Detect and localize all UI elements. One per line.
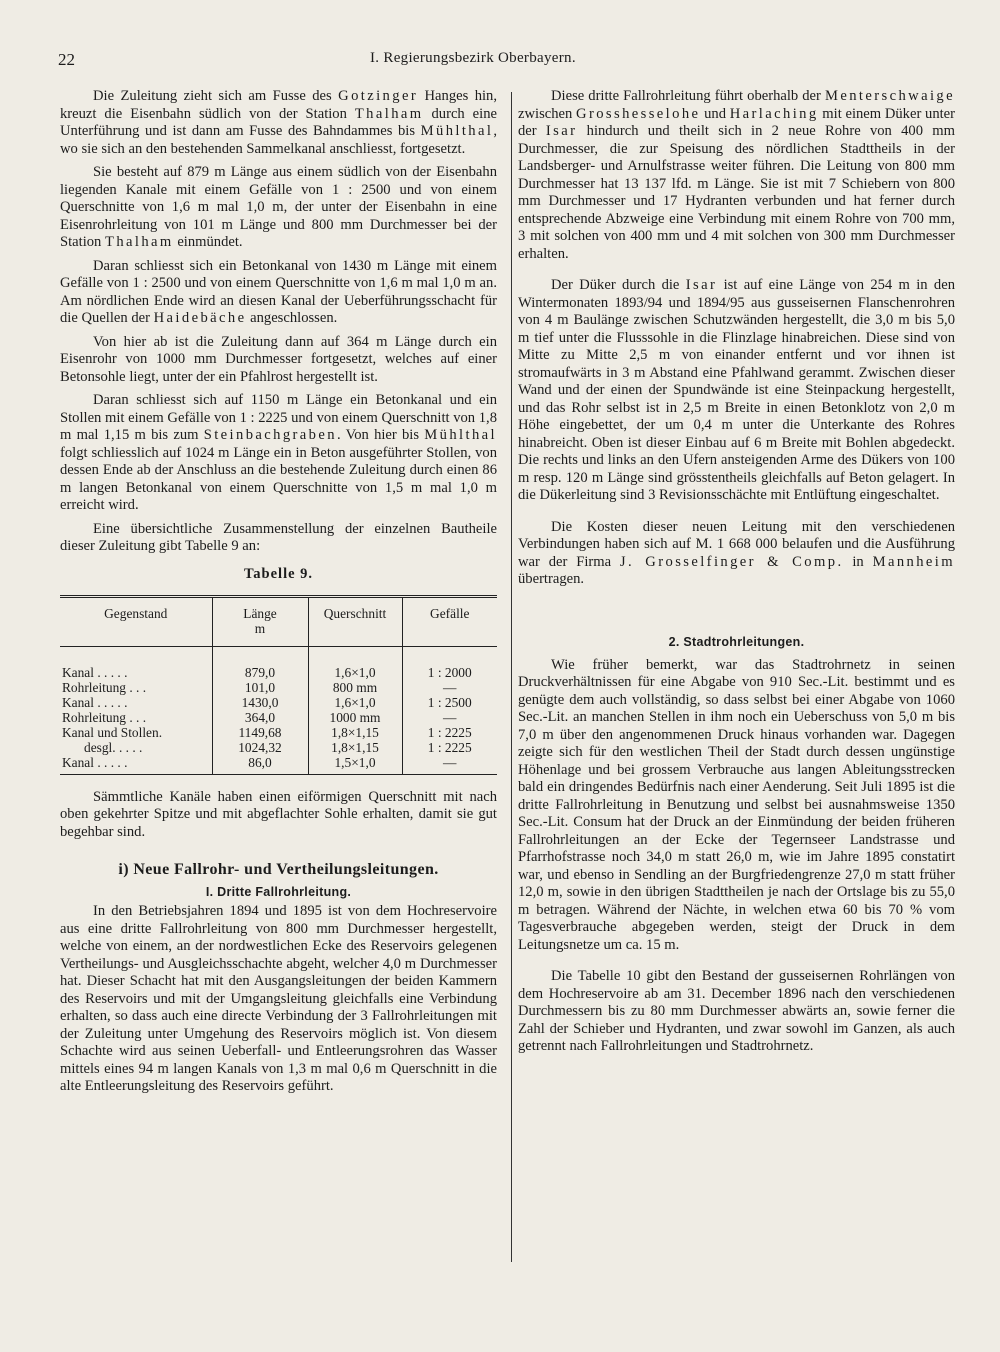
subsection-heading: I. Dritte Fallrohrleitung. <box>205 885 352 899</box>
section-heading: i) Neue Fallrohr- und Vertheilungsleitungen. <box>118 861 439 878</box>
paragraph: Sie besteht auf 879 m Länge aus einem südlich von der Eisenbahn liegenden Kanale mit einem Gefälle von 1 : 2500 und von einem Querschnitte von 1,6 m mal 1,0 m, der unter der Eisenbahn in eine Eisenrohrleitung von 101 m Länge und 800 mm Durchmesser bei der Station Thalham einmündet. <box>60 164 497 250</box>
table-title: Tabelle 9. <box>243 565 314 582</box>
data-table <box>60 595 497 775</box>
table-row: Kanal . . . . . 86,0 1,5×1,0 — <box>60 755 497 775</box>
paragraph: Daran schliesst sich ein Betonkanal von 1430 m Länge mit einem Gefälle von 1 : 2500 und von einem Querschnitte von 1,6 m mal 1,0 m an. Am nördlichen Ende wird an diesen Kanal der Ueberführungsschacht für die Quellen der Haidebäche angeschlossen. <box>60 257 497 326</box>
subsection-heading: 2. Stadtrohrleitungen. <box>668 634 805 649</box>
table-header: Länge m <box>212 596 308 646</box>
table-header: Querschnitt <box>308 596 402 646</box>
paragraph: Die Kosten dieser neuen Leitung mit den verschiedenen Verbindungen haben sich auf M. 1 668 000 belaufen und die Ausführung war der Firma J. Grosselfinger & Comp. in Mannheim übertragen. <box>518 518 955 587</box>
right-column <box>518 88 955 1062</box>
table-row: desgl. . . . . 1024,32 1,8×1,15 1 : 2225 <box>60 740 497 755</box>
left-column <box>60 88 497 1102</box>
table-row: Rohrleitung . . . 364,0 1000 mm — <box>60 710 497 725</box>
table-row: Kanal . . . . . 1430,0 1,6×1,0 1 : 2500 <box>60 695 497 710</box>
paragraph: Der Düker durch die Isar ist auf eine Länge von 254 m in den Wintermonaten 1893/94 und 1894/95 aus gusseisernen Flanschenrohren von 4 m Baulänge zwischen Schutzwänden hergestellt, die 3,0 m bis 5,0 m tief unter die Flusssohle in die Flinzlage hinabreichen. Diese sind von Mitte zu Mitte 2,5 m von einander entfernt und vor ihnen ist stromaufwärts in 3 m Abstand eine Pfahlwand gerammt. Zwischen dieser Wand und der einen der Spundwände ist eine Steinpackung hergestellt, und das Rohr selbst ist in 2,5 m Breite in einen Betonklotz von 2,0 m Höhe eingebettet, der um 0,4 m unter die Unterkante des Rohres hinabreicht. Oben ist dieser Einbau auf 6 m Breite mit Bohlen abgedeckt. Die rechts und links an den Ufern ansteigenden Arme des Dükers von 100 m resp. 120 m Länge sind grösstentheils gleichfalls auf Beton gelagert. In die Dükerleitung sind 3 Revisionsschächte mit Entlüftung eingeschaltet. <box>518 277 955 503</box>
paragraph: Sämmtliche Kanäle haben einen eiförmigen Querschnitt mit nach oben gekehrter Spitze und mit abgeflachter Sohle erhalten, damit sie gut begehbar sind. <box>60 788 497 840</box>
paragraph: Die Zuleitung zieht sich am Fusse des Gotzinger Hanges hin, kreuzt die Eisenbahn südlich von der Station Thalham durch eine Unterführung und ist dann am Fusse des Bahndammes bis Mühlthal, wo sie sich an den bestehenden Sammelkanal anschliesst, fortgesetzt. <box>60 88 497 157</box>
table-row: Kanal und Stollen. 1149,68 1,8×1,15 1 : 2225 <box>60 725 497 740</box>
table-row: Kanal . . . . . 879,0 1,6×1,0 1 : 2000 <box>60 646 497 680</box>
table-header: Gegenstand <box>60 596 212 646</box>
paragraph: Daran schliesst sich auf 1150 m Länge ein Betonkanal und ein Stollen mit einem Gefälle von 1 : 2225 und von einem Querschnitt von 1,8 m mal 1,15 m bis zum Steinbachgraben. Von hier bis Mühlthal folgt schliesslich auf 1024 m Länge ein in Beton ausgeführter Stollen, von dessen Ende ab der Anschluss an die bestehende Zuleitung durch einen 86 m langen Betonkanal von einem Querschnitte von 1,5 m mal 1,0 m erreicht wird. <box>60 392 497 513</box>
paragraph: Diese dritte Fallrohrleitung führt oberhalb der Menterschwaige zwischen Grosshesselohe und Harlaching mit einem Düker unter der Isar hindurch und theilt sich in 2 neue Rohre von 400 mm Durchmesser, die zur Speisung des nördlichen Stadttheils in der Landsberger- und Arnulfstrasse weiter führen. Die Leitung von 800 mm Durchmesser hat 13 137 lfd. m Länge. Sie ist mit 7 Schiebern von 800 mm Durchmesser und 17 Hydranten verbunden und hat ferner durch entsprechende Abzweige eine Verbindung mit einem Rohre von 700 mm, 3 mit solchen von 400 mm und 4 mit solchen von 300 mm Durchmesser erhalten. <box>518 88 956 262</box>
paragraph: Eine übersichtliche Zusammenstellung der einzelnen Bautheile dieser Zuleitung gibt Tabelle 9 an: <box>60 520 497 554</box>
table-row: Rohrleitung . . . 101,0 800 mm — <box>60 680 497 695</box>
paragraph: Die Tabelle 10 gibt den Bestand der gusseisernen Rohrlängen von dem Hochreservoire ab am 31. December 1896 nach den verschiedenen Durchmessern bis zu 80 mm Durchmesser abwärts an, sowie ferner die Zahl der Schieber und Hydranten, und zwar sowohl im Ganzen, als auch getrennt nach Fallrohrleitungen und Stadtrohrnetz. <box>518 968 955 1054</box>
running-head: I. Regierungsbezirk Oberbayern. <box>370 50 576 66</box>
page-number: 22 <box>58 50 75 69</box>
table-header: Gefälle <box>402 596 497 646</box>
paragraph: In den Betriebsjahren 1894 und 1895 ist von dem Hochreservoire aus eine dritte Fallrohrleitung von 800 mm Durchmesser hergestellt, welche von einem, an der nordwestlichen Ecke des Reservoirs gelegenen Vertheilungs- und Ausgleichsschachte abgeht, welcher 4,0 m Durchmesser hat. Dieser Schacht hat mit den Ausgangsleitungen der beiden Kammern des Reservoirs und mit der Umgangsleitung gleichfalls eine Verbindung erhalten, so dass auch eine directe Verbindung der 3 Fallrohrleitungen mit der Zuleitung unter Umgehung des Reservoirs möglich ist. Von diesem Schachte wird aus seinen Ueberfall- und Entleerungsrohren das Wasser mittels eines 94 m langen Kanals von 1,3 m mal 0,6 m Querschnitt in die alte Entleerungsleitung des Reservoirs geführt. <box>60 903 497 1094</box>
paragraph: Von hier ab ist die Zuleitung dann auf 364 m Länge durch ein Eisenrohr von 1000 mm Durchmesser fortgesetzt, welches auf einer Betonsohle liegt, unter der ein Pfahlrost hergestellt ist. <box>60 333 497 385</box>
column-rule <box>511 92 512 1262</box>
paragraph: Wie früher bemerkt, war das Stadtrohrnetz in seinen Druckverhältnissen für eine Abgabe von 910 Sec.-Lit. bestimmt und es genügte dem auch vollständig, so dass selbst bei einer Abgabe von 1060 Sec.-Lit. an manchen Stellen in ihm noch ein Ueberschuss von 5,0 m bis 7,0 m über den angenommenen Druck hinaus vorhanden war. Dagegen zeigte sich für den westlichen Theil der Stadt durch dessen ungünstige Höhenlage und bei grossem Verbrauche aus langen Ableitungsstrecken bald ein dringendes Bedürfnis nach einer Aenderung. Seit Juli 1895 ist die dritte Fallrohrleitung in Benutzung und selbst bei ausnahmsweise 1350 Sec.-Lit. Consum hat der Druck an der Einmündung der beiden früheren Fallrohrleitungen an der Ecke der Tegernseer Landstrasse und Pfarrhofstrasse noch 34,0 m statt 26,0 m, wie im Jahre 1895 constatirt war, und ebenso in Sendling an der Burgfriedengrenze 27,0 m statt früher 12,0 m, sowie in den übrigen Stadttheilen je nach der Ortslage bis zu 55,0 m betragen. Während der Nächte, in welchen etwa 60 bis 70 % vom Tagesverbrauche abgegeben werden, steigt der Druck in dem Leitungsnetze um ca. 15 m. <box>518 656 955 953</box>
